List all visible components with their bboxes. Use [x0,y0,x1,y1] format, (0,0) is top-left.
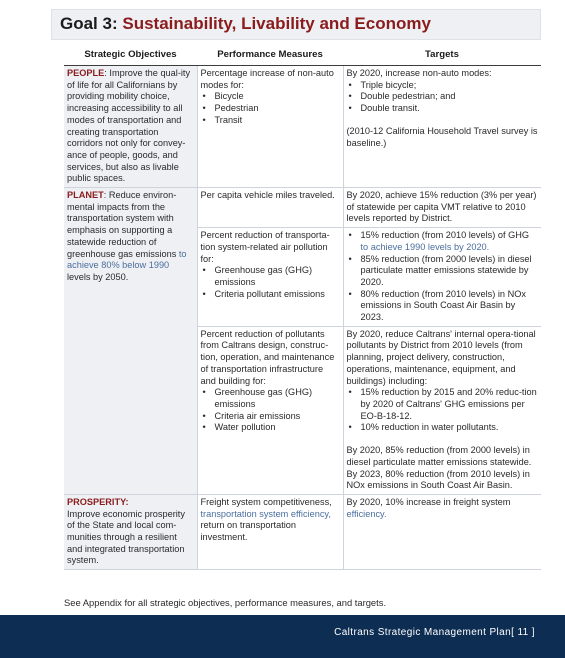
measure-list [201,265,340,300]
objective-text-end: levels by 2050. [67,271,129,282]
list-item: • 10% reduction in water pollutants. [347,422,539,434]
target-text-highlight: efficiency. [346,508,387,519]
measure-text: Percentage increase of non-auto modes for: [200,68,334,90]
measure-text: Percent reduction of pollutants from Caltrans design, construc-tion, operation, and maintenance of transportation infrastructure and building for: [200,328,335,386]
measure-cell [197,188,343,228]
objective-lead: PLANET [67,190,104,201]
target-list [347,80,539,115]
goal-prefix: Goal 3: [60,14,123,33]
table-row [64,66,541,188]
target-note: By 2020, 85% reduction (from 2000 levels) in diesel particulate matter emissions statewide. By 2023, 80% reduction (from 2010 levels) in NOx emissions in South Coast Air Basin. [346,445,532,491]
objective-prosperity [64,494,197,569]
list-item [347,289,539,324]
target-cell [343,326,541,494]
measure-text-highlight: transportation system efficiency, [200,508,331,519]
footer-text: Caltrans Strategic Management Plan[ 11 ] [334,627,535,638]
table-header-row [64,44,541,66]
page-footer [0,615,565,658]
target-note: (2010-12 California Household Travel survey is baseline.) [346,125,538,148]
goal-title [60,14,431,34]
list-item: • Double transit. [347,103,539,115]
header-objectives: Strategic Objectives [64,44,197,66]
target-item-text: 85% reduction (from 2000 levels) in diesel particulate matter emissions statewide by 2020. [360,253,532,287]
objective-text: Improve economic prosperity of the State and local com-munities through a resilient and integrated transportation system. [67,508,185,566]
goals-table [64,44,541,570]
measure-cell [197,66,343,188]
measure-cell [197,494,343,569]
objective-planet [64,188,197,495]
table-row [64,494,541,569]
list-item: • Greenhouse gas (GHG) emissions [201,387,340,410]
objective-lead: PROSPERITY: [67,496,129,507]
target-cell [343,494,541,569]
list-item: • Water pollution [201,422,340,434]
measure-cell [197,228,343,327]
target-list [347,387,539,434]
list-item: • Criteria pollutant emissions [201,289,340,301]
target-list [347,230,539,324]
target-text: By 2020, 10% increase in freight system [346,496,511,507]
goal-header [51,9,541,40]
list-item: • Bicycle [201,91,340,103]
measure-text: Per capita vehicle miles traveled. [200,190,335,201]
target-cell [343,188,541,228]
target-text: By 2020, achieve 15% reduction (3% per year) of statewide per capita VMT relative to 2010 levels reported by District. [346,190,537,224]
measure-list [201,91,340,126]
target-cell [343,228,541,327]
objective-text: : Improve the qual-ity of life for all Californians by providing mobility choice, increasing accessibility to all modes of transportation and creating transportation corridors not only for convey-ance of people, goods, and services, but also as livable public spaces. [67,68,191,184]
list-item [347,230,539,253]
target-item-highlight: to achieve 1990 levels by 2020. [360,241,490,252]
header-targets: Targets [343,44,541,66]
measure-text: Freight system competitiveness, [200,496,332,507]
measure-text: Percent reduction of transporta-tion system-related air pollution for: [200,230,330,264]
objective-text: : Reduce environ-mental impacts from the transportation system with emphasis on supporting a statewide reduction of greenhouse gas emissions [67,190,177,259]
measure-text-end: return on transportation investment. [200,520,297,543]
objective-people [64,66,197,188]
list-item: • 15% reduction by 2015 and 20% reduc-tion by 2020 of Caltrans' GHG emissions per EO-B-18-12. [347,387,539,422]
target-intro: By 2020, reduce Caltrans' internal opera-tional pollutants by District from 2010 levels (from planning, project delivery, construction, operations, maintenance, equipment, and buildings) including: [346,328,536,386]
list-item [347,254,539,289]
target-item-text: 15% reduction (from 2010 levels) of GHG [360,230,530,241]
goal-highlight: Sustainability, Livability and Economy [122,14,431,33]
measure-list [201,387,340,434]
header-measures: Performance Measures [197,44,343,66]
objective-lead: PEOPLE [67,68,105,78]
target-intro: By 2020, increase non-auto modes: [346,68,492,78]
target-cell [343,66,541,188]
list-item: • Triple bicycle; [347,80,539,92]
table-row [64,188,541,228]
list-item: • Greenhouse gas (GHG) emissions [201,265,340,288]
objective-text-highlight: to achieve 80% below 1990 [67,248,187,271]
appendix-note: See Appendix for all strategic objectives, performance measures, and targets. [64,597,387,608]
list-item: • Transit [201,115,340,127]
list-item: • Pedestrian [201,103,340,115]
list-item: • Double pedestrian; and [347,91,539,103]
measure-cell [197,326,343,494]
list-item: • Criteria air emissions [201,411,340,423]
target-item-text: 80% reduction (from 2010 levels) in NOx emissions in South Coast Air Basin by 2023. [360,288,526,323]
